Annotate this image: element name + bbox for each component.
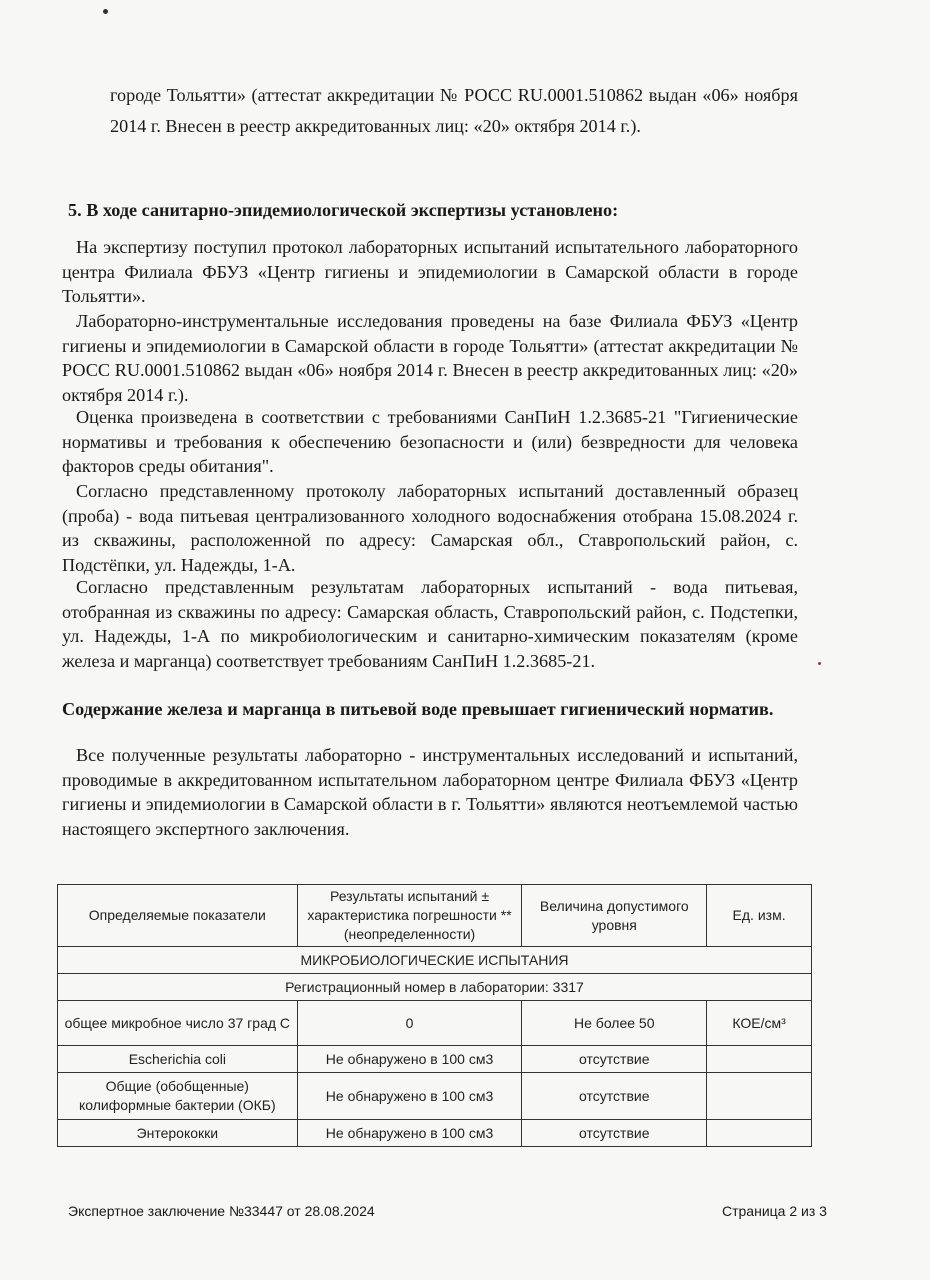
paragraph-1: На экспертизу поступил протокол лабораторных испытаний испытательного лабораторного центра Филиала ФБУЗ «Центр гигиены и эпидемиологии в Самарской области в городе Тольятти». — [62, 237, 798, 306]
cell-result: 0 — [297, 1001, 522, 1046]
paragraph-5: Согласно представленным результатам лабораторных испытаний - вода питьевая, отобранная из скважины по адресу: Самарская область, Ставропольский район, с. Подстепки, ул. Надежды, 1-А по микробиологическим и санитарно-химическим показателям (кроме железа и марганца) соответствует требованиям СанПиН 1.2.3685-21. — [62, 577, 798, 671]
header-results: Результаты испытаний ± характеристика погрешности **(неопределенности) — [297, 885, 522, 947]
table-header-row — [58, 885, 812, 947]
section-heading: 5. В ходе санитарно-эпидемиологической экспертизы установлено: — [68, 200, 619, 220]
cell-indicator: общее микробное число 37 град С — [58, 1001, 298, 1046]
table-row — [58, 1073, 812, 1120]
reg-number: Регистрационный номер в лаборатории: 3317 — [58, 974, 812, 1001]
cell-allowed: отсутствие — [522, 1046, 707, 1073]
final-paragraph: Все полученные результаты лабораторно - инструментальных исследований и испытаний, проводимые в аккредитованном испытательном лабораторном центре Филиала ФБУЗ «Центр гигиены и эпидемиологии в Самарской области в г. Тольятти» являются неотъемлемой частью настоящего экспертного заключения. — [62, 745, 798, 839]
cell-indicator: Энтерококки — [58, 1120, 298, 1147]
paragraph-4: Согласно представленному протоколу лабораторных испытаний доставленный образец (проба) - вода питьевая централизованного холодного водоснабжения отобрана 15.08.2024 г. из скважины, расположенной по адресу: Самарская обл., Ставропольский район, с. Подстёпки, ул. Надежды, 1-А. — [62, 481, 798, 575]
cell-unit: КОЕ/см³ — [707, 1001, 812, 1046]
cell-allowed: отсутствие — [522, 1073, 707, 1120]
header-indicator: Определяемые показатели — [58, 885, 298, 947]
paragraph-2: Лабораторно-инструментальные исследования проведены на базе Филиала ФБУЗ «Центр гигиены и эпидемиологии в Самарской области в городе Тольятти» (аттестат аккредитации № РОСС RU.0001.510862 выдан «06» ноября 2014 г. Внесен в реестр аккредитованных лиц: «20» октября 2014 г.). — [62, 311, 798, 405]
continuation-text: городе Тольятти» (аттестат аккредитации № РОСС RU.0001.510862 выдан «06» ноября 2014 г. Внесен в реестр аккредитованных лиц: «20» октября 2014 г.). — [110, 85, 798, 136]
cell-unit — [707, 1046, 812, 1073]
cell-unit — [707, 1073, 812, 1120]
bold-statement: Содержание железа и марганца в питьевой воде превышает гигиенический норматив. — [62, 699, 774, 719]
cell-indicator: Escherichia coli — [58, 1046, 298, 1073]
header-unit: Ед. изм. — [707, 885, 812, 947]
cell-result: Не обнаружено в 100 см3 — [297, 1046, 522, 1073]
cell-result: Не обнаружено в 100 см3 — [297, 1073, 522, 1120]
footer-page-number: Страница 2 из 3 — [722, 1203, 827, 1219]
cell-indicator: Общие (обобщенные) колиформные бактерии (ОКБ) — [58, 1073, 298, 1120]
table-row — [58, 1120, 812, 1147]
footer-document-number: Экспертное заключение №33447 от 28.08.2024 — [68, 1203, 375, 1219]
table-reg-row — [58, 974, 812, 1001]
section-title: МИКРОБИОЛОГИЧЕСКИЕ ИСПЫТАНИЯ — [58, 947, 812, 974]
cell-allowed: Не более 50 — [522, 1001, 707, 1046]
cell-allowed: отсутствие — [522, 1120, 707, 1147]
table-row — [58, 1046, 812, 1073]
cell-result: Не обнаружено в 100 см3 — [297, 1120, 522, 1147]
scan-speck — [103, 9, 108, 14]
scan-speck — [818, 662, 821, 665]
table-section-row — [58, 947, 812, 974]
paragraph-3: Оценка произведена в соответствии с требованиями СанПиН 1.2.3685-21 "Гигиенические нормативы и требования к обеспечению безопасности и (или) безвредности для человека факторов среды обитания". — [62, 407, 798, 476]
cell-unit — [707, 1120, 812, 1147]
results-table — [57, 884, 812, 1147]
header-allowed-level: Величина допустимого уровня — [522, 885, 707, 947]
table-row — [58, 1001, 812, 1046]
